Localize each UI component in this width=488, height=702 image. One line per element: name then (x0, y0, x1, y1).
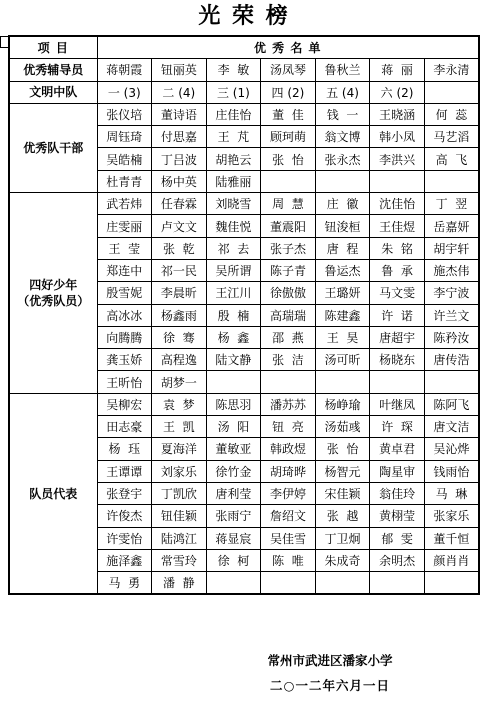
category-cell: 四好少年 （优秀队员） (9, 193, 97, 394)
name-cell: 王江川 (206, 282, 261, 304)
name-cell: 许俊杰 (97, 505, 152, 527)
category-cell: 队员代表 (9, 393, 97, 594)
name-cell: 向腾腾 (97, 326, 152, 348)
name-cell (370, 572, 425, 595)
name-cell: 董千恒 (424, 527, 479, 549)
name-cell: 张家乐 (424, 505, 479, 527)
name-cell: 张 越 (315, 505, 370, 527)
list-header: 优 秀 名 单 (97, 36, 479, 59)
name-cell: 施泽鑫 (97, 549, 152, 571)
name-cell: 许 琛 (370, 416, 425, 438)
name-cell: 钮 亮 (261, 416, 316, 438)
name-cell: 六 (2) (370, 81, 425, 103)
name-cell: 汤茹彧 (315, 416, 370, 438)
name-cell: 李晨昕 (152, 282, 207, 304)
name-cell: 祁 去 (206, 237, 261, 259)
name-cell: 夏海洋 (152, 438, 207, 460)
name-cell: 庄佳怡 (206, 103, 261, 125)
name-cell: 钱雨怡 (424, 460, 479, 482)
school-name: 常州市武进区潘家小学 (267, 653, 393, 668)
name-cell: 陆鸿江 (152, 527, 207, 549)
name-cell: 刘家乐 (152, 460, 207, 482)
name-cell: 杨 鑫 (206, 326, 261, 348)
name-cell: 唐 程 (315, 237, 370, 259)
name-cell: 陈思羽 (206, 393, 261, 415)
name-cell: 韩小凤 (370, 126, 425, 148)
name-cell: 徐 骞 (152, 326, 207, 348)
name-cell: 王 昊 (315, 326, 370, 348)
name-cell: 王谭谭 (97, 460, 152, 482)
name-cell: 杨中英 (152, 170, 207, 192)
name-cell: 朱 铭 (370, 237, 425, 259)
issue-date: 二○一二年六月一日 (270, 678, 390, 693)
name-cell (315, 572, 370, 595)
name-cell: 王佳煜 (370, 215, 425, 237)
name-cell: 杨 珏 (97, 438, 152, 460)
name-cell: 潘苏苏 (261, 393, 316, 415)
name-cell: 李永清 (424, 59, 479, 81)
table-row (9, 103, 479, 125)
name-cell: 王 芃 (206, 126, 261, 148)
name-cell: 胡琦晔 (261, 460, 316, 482)
name-cell: 唐利莹 (206, 482, 261, 504)
name-cell: 杨智元 (315, 460, 370, 482)
name-cell: 钮浚桓 (315, 215, 370, 237)
name-cell: 颜肖肖 (424, 549, 479, 571)
name-cell: 高冰冰 (97, 304, 152, 326)
name-cell: 施杰伟 (424, 259, 479, 281)
name-cell: 沈佳怡 (370, 193, 425, 215)
name-cell: 钮佳颖 (152, 505, 207, 527)
name-cell: 郁 雯 (370, 527, 425, 549)
table-header-row (9, 36, 479, 59)
name-cell: 付思嘉 (152, 126, 207, 148)
name-cell: 高程逸 (152, 349, 207, 371)
name-cell: 五 (4) (315, 81, 370, 103)
name-cell: 邵 燕 (261, 326, 316, 348)
name-cell: 张子杰 (261, 237, 316, 259)
name-cell (370, 170, 425, 192)
name-cell: 吴皓楠 (97, 148, 152, 170)
item-header: 项 目 (9, 36, 97, 59)
name-cell: 鲁秋兰 (315, 59, 370, 81)
name-cell: 王璐妍 (315, 282, 370, 304)
category-cell: 优秀队干部 (9, 103, 97, 192)
name-cell: 董诗语 (152, 103, 207, 125)
name-cell: 田志豪 (97, 416, 152, 438)
name-cell (315, 170, 370, 192)
table-row (9, 59, 479, 81)
name-cell: 高 飞 (424, 148, 479, 170)
name-cell: 高瑞瑞 (261, 304, 316, 326)
name-cell (424, 81, 479, 103)
name-cell: 唐超宇 (370, 326, 425, 348)
name-cell (424, 572, 479, 595)
name-cell: 马 勇 (97, 572, 152, 595)
name-cell: 杨鑫雨 (152, 304, 207, 326)
name-cell: 唐传浩 (424, 349, 479, 371)
name-cell: 胡宇轩 (424, 237, 479, 259)
name-cell: 周 慧 (261, 193, 316, 215)
name-cell: 庄雯丽 (97, 215, 152, 237)
name-cell: 张雨宁 (206, 505, 261, 527)
name-cell: 黄栩莹 (370, 505, 425, 527)
name-cell: 王昕怡 (97, 371, 152, 393)
name-cell: 吴沁烨 (424, 438, 479, 460)
name-cell: 潘 静 (152, 572, 207, 595)
name-cell: 陈阿飞 (424, 393, 479, 415)
name-cell: 陆文静 (206, 349, 261, 371)
name-cell: 宋佳颖 (315, 482, 370, 504)
name-cell: 杨晓东 (370, 349, 425, 371)
name-cell: 黄卓君 (370, 438, 425, 460)
name-cell: 郑连中 (97, 259, 152, 281)
name-cell: 张 乾 (152, 237, 207, 259)
name-cell: 胡梦一 (152, 371, 207, 393)
name-cell: 魏佳悦 (206, 215, 261, 237)
name-cell: 汤可昕 (315, 349, 370, 371)
name-cell (261, 170, 316, 192)
name-cell: 吴佳雪 (261, 527, 316, 549)
name-cell: 张 怡 (261, 148, 316, 170)
name-cell: 顾珂萌 (261, 126, 316, 148)
name-cell (370, 371, 425, 393)
name-cell: 吴柳宏 (97, 393, 152, 415)
name-cell (261, 572, 316, 595)
name-cell: 王晓涵 (370, 103, 425, 125)
name-cell: 董敏亚 (206, 438, 261, 460)
name-cell: 许雯怡 (97, 527, 152, 549)
name-cell: 李伊婷 (261, 482, 316, 504)
table-row (9, 393, 479, 415)
name-cell: 杜青青 (97, 170, 152, 192)
name-cell: 何 蕊 (424, 103, 479, 125)
name-cell: 张 怡 (315, 438, 370, 460)
name-cell: 唐文洁 (424, 416, 479, 438)
name-cell: 周钰琦 (97, 126, 152, 148)
name-cell: 三 (1) (206, 81, 261, 103)
name-cell: 朱成奇 (315, 549, 370, 571)
name-cell: 袁 梦 (152, 393, 207, 415)
name-cell: 鲁 承 (370, 259, 425, 281)
name-cell: 鲁运杰 (315, 259, 370, 281)
name-cell: 陈建鑫 (315, 304, 370, 326)
name-cell: 叶继凤 (370, 393, 425, 415)
name-cell: 钱 一 (315, 103, 370, 125)
name-cell: 翁佳玲 (370, 482, 425, 504)
name-cell: 岳嘉妍 (424, 215, 479, 237)
category-cell: 优秀辅导员 (9, 59, 97, 81)
name-cell (424, 371, 479, 393)
name-cell: 徐竹金 (206, 460, 261, 482)
name-cell: 张 洁 (261, 349, 316, 371)
name-cell: 李 敏 (206, 59, 261, 81)
category-cell: 文明中队 (9, 81, 97, 103)
honor-roll-table (8, 35, 480, 595)
name-cell: 李洪兴 (370, 148, 425, 170)
name-cell: 马 琳 (424, 482, 479, 504)
name-cell: 丁凯欣 (152, 482, 207, 504)
name-cell: 吴所谓 (206, 259, 261, 281)
name-cell: 丁 翌 (424, 193, 479, 215)
name-cell: 陈子青 (261, 259, 316, 281)
name-cell: 一 (3) (97, 81, 152, 103)
name-cell: 庄 徽 (315, 193, 370, 215)
name-cell: 陶星审 (370, 460, 425, 482)
name-cell: 陆雅丽 (206, 170, 261, 192)
name-cell: 常雪玲 (152, 549, 207, 571)
name-cell (206, 371, 261, 393)
name-cell: 蒋 丽 (370, 59, 425, 81)
name-cell: 陈 唯 (261, 549, 316, 571)
name-cell: 张仪培 (97, 103, 152, 125)
name-cell: 卢文文 (152, 215, 207, 237)
name-cell (261, 371, 316, 393)
name-cell: 陈矜汝 (424, 326, 479, 348)
name-cell: 二 (4) (152, 81, 207, 103)
name-cell: 殷 楠 (206, 304, 261, 326)
name-cell: 董 佳 (261, 103, 316, 125)
name-cell: 马文雯 (370, 282, 425, 304)
page-title: 光 荣 榜 (198, 3, 290, 29)
name-cell: 王 凯 (152, 416, 207, 438)
name-cell: 张登宇 (97, 482, 152, 504)
name-cell: 刘晓雪 (206, 193, 261, 215)
name-cell: 杨峥瑜 (315, 393, 370, 415)
name-cell: 李宁波 (424, 282, 479, 304)
name-cell: 许 诺 (370, 304, 425, 326)
table-row (9, 193, 479, 215)
name-cell (424, 170, 479, 192)
name-cell: 四 (2) (261, 81, 316, 103)
name-cell: 许兰文 (424, 304, 479, 326)
name-cell: 钮丽英 (152, 59, 207, 81)
name-cell (315, 371, 370, 393)
name-cell: 翁文博 (315, 126, 370, 148)
name-cell: 徐 柯 (206, 549, 261, 571)
name-cell: 祁一民 (152, 259, 207, 281)
name-cell: 汤凤琴 (261, 59, 316, 81)
name-cell: 龚玉娇 (97, 349, 152, 371)
name-cell: 王 莹 (97, 237, 152, 259)
name-cell: 董震阳 (261, 215, 316, 237)
name-cell: 余明杰 (370, 549, 425, 571)
name-cell: 詹绍文 (261, 505, 316, 527)
name-cell: 蒋朝霞 (97, 59, 152, 81)
name-cell: 蒋显宸 (206, 527, 261, 549)
table-row (9, 81, 479, 103)
name-cell: 胡艳云 (206, 148, 261, 170)
name-cell: 任春霖 (152, 193, 207, 215)
name-cell: 韩政煜 (261, 438, 316, 460)
name-cell (206, 572, 261, 595)
name-cell: 汤 阳 (206, 416, 261, 438)
name-cell: 徐傲傲 (261, 282, 316, 304)
name-cell: 丁吕波 (152, 148, 207, 170)
name-cell: 丁卫炯 (315, 527, 370, 549)
name-cell: 马艺滔 (424, 126, 479, 148)
name-cell: 殷雪妮 (97, 282, 152, 304)
name-cell: 武若炜 (97, 193, 152, 215)
name-cell: 张永杰 (315, 148, 370, 170)
